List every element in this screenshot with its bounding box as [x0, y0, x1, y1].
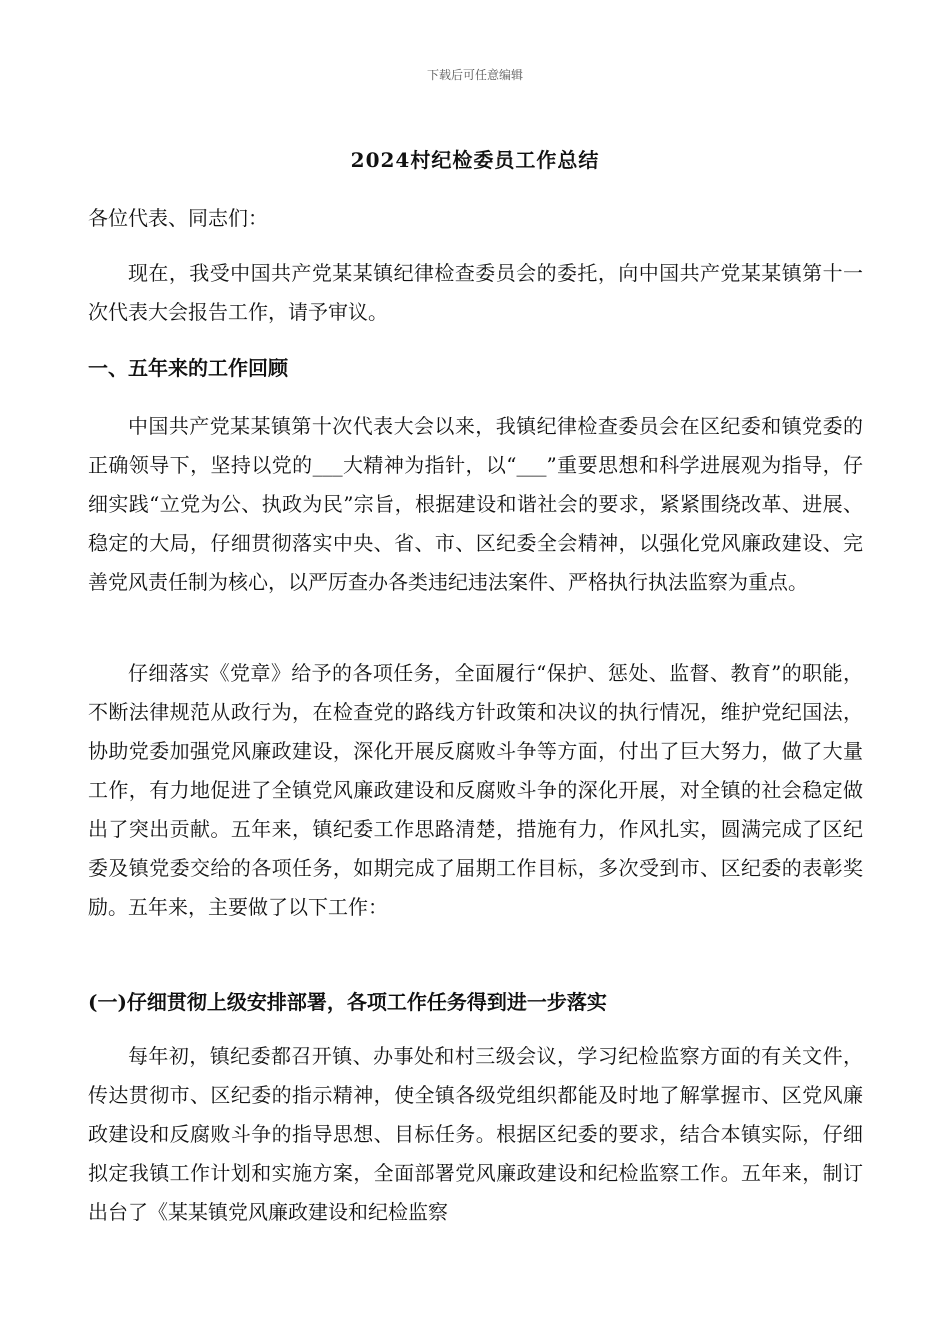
paragraph-1: 中国共产党某某镇第十次代表大会以来，我镇纪律检查委员会在区纪委和镇党委的正确领导下，坚持以党的___大精神为指针，以“___”重要思想和科学进展观为指导，仔细实践“立党为公、执政为民”宗旨，根据建设和谐社会的要求，紧紧围绕改革、进展、稳定的大局，仔细贯彻落实中央、省、市、区纪委全会精神，以强化党风廉政建设、完善党风责任制为核心，以严厉查办各类违纪违法案件、严格执行执法监察为重点。	[88, 414, 863, 594]
paragraph-3: 每年初，镇纪委都召开镇、办事处和村三级会议，学习纪检监察方面的有关文件，传达贯彻市、区纪委的指示精神，使全镇各级党组织都能及时地了解掌握市、区党风廉政建设和反腐败斗争的指导思想、目标任务。根据区纪委的要求，结合本镇实际，仔细拟定我镇工作计划和实施方案，全面部署党风廉政建设和纪检监察工作。五年来，制订出台了《某某镇党风廉政建设和纪检监察	[88, 1044, 863, 1224]
paragraph-2: 仔细落实《党章》给予的各项任务，全面履行“保护、惩处、监督、教育”的职能，不断法律规范从政行为，在检查党的路线方针政策和决议的执行情况，维护党纪国法，协助党委加强党风廉政建设，深化开展反腐败斗争等方面，付出了巨大努力，做了大量工作，有力地促进了全镇党风廉政建设和反腐败斗争的深化开展，对全镇的社会稳定做出了突出贡献。五年来，镇纪委工作思路清楚，措施有力，作风扎实，圆满完成了区纪委及镇党委交给的各项任务，如期完成了届期工作目标，多次受到市、区纪委的表彰奖励。五年来，主要做了以下工作：	[88, 661, 863, 919]
salutation: 各位代表、同志们：	[88, 206, 268, 230]
section-heading-1: 一、五年来的工作回顾	[88, 356, 288, 380]
header-note: 下载后可任意编辑	[426, 68, 523, 82]
section-heading-2: (一)仔细贯彻上级安排部署，各项工作任务得到进一步落实	[88, 990, 607, 1014]
paragraph-intro: 现在，我受中国共产党某某镇纪律检查委员会的委托，向中国共产党某某镇第十一次代表大会报告工作，请予审议。	[88, 261, 863, 324]
document-title: 2024村纪检委员工作总结	[350, 148, 600, 172]
